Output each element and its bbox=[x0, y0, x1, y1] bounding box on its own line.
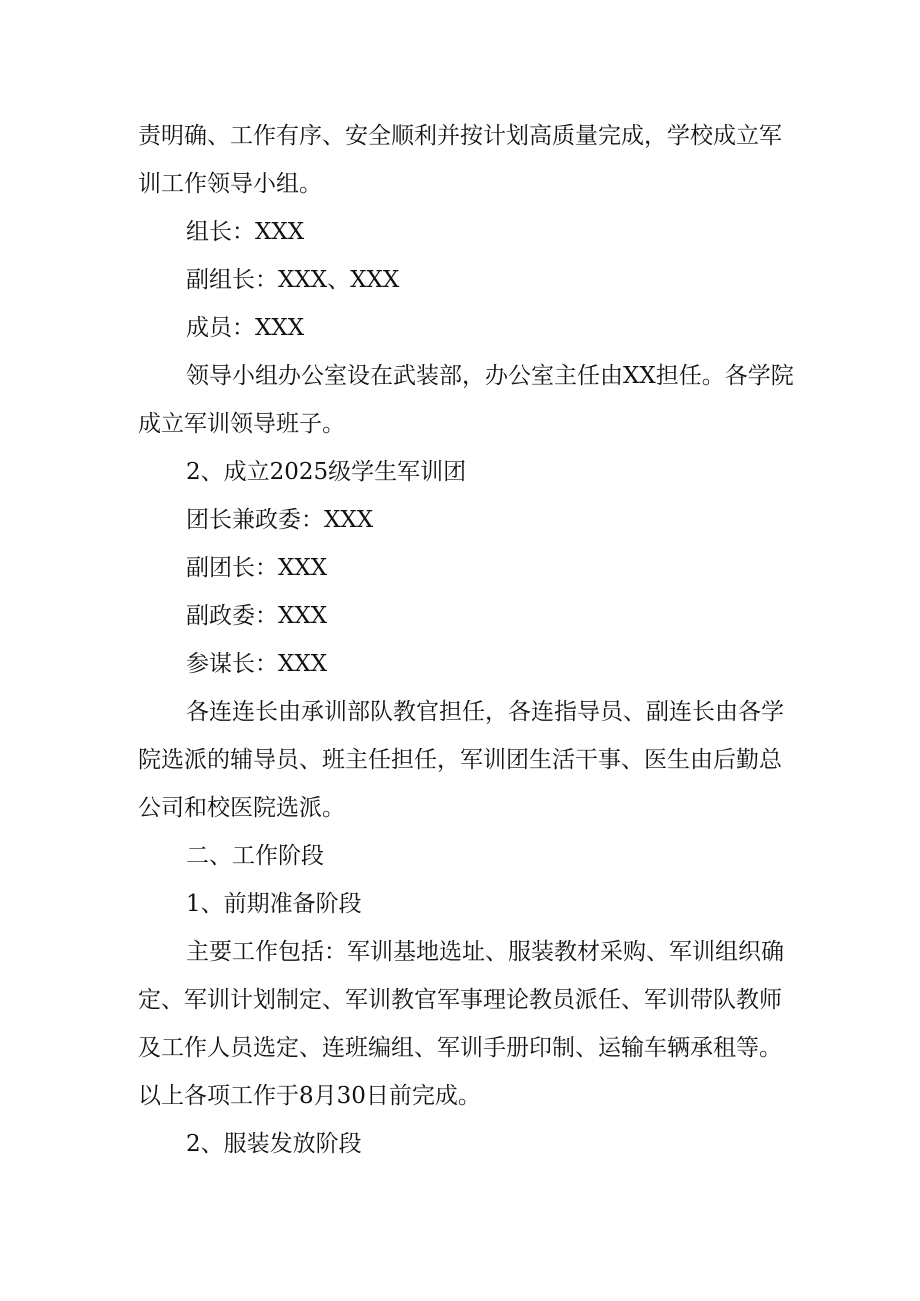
text-line: 院选派的辅导员、班主任担任，军训团生活干事、医生由后勤总 bbox=[138, 747, 782, 773]
paragraph bbox=[138, 544, 798, 592]
subsection-heading: 2、服装发放阶段 bbox=[186, 1131, 362, 1157]
text-line: 责明确、工作有序、安全顺利并按计划高质量完成，学校成立军 bbox=[138, 123, 782, 149]
paragraph bbox=[138, 496, 798, 544]
paragraph bbox=[138, 304, 798, 352]
text-line: 定、军训计划制定、军训教官军事理论教员派任、军训带队教师 bbox=[138, 987, 782, 1013]
text-line: 领导小组办公室设在武装部，办公室主任由XX担任。各学院 bbox=[186, 363, 794, 389]
paragraph bbox=[138, 880, 798, 928]
text-line: 公司和校医院选派。 bbox=[138, 795, 345, 821]
text-line: 训工作领导小组。 bbox=[138, 171, 322, 197]
text-line: 以上各项工作于8月30日前完成。 bbox=[138, 1083, 481, 1109]
paragraph bbox=[138, 592, 798, 640]
section-heading: 二、工作阶段 bbox=[186, 843, 324, 869]
subsection-heading: 1、前期准备阶段 bbox=[186, 891, 362, 917]
paragraph bbox=[138, 640, 798, 688]
text-line: 主要工作包括：军训基地选址、服装教材采购、军训组织确 bbox=[186, 939, 784, 965]
paragraph bbox=[138, 928, 798, 1120]
document-body bbox=[138, 112, 798, 1168]
paragraph bbox=[138, 688, 798, 832]
text-line: 组长：XXX bbox=[186, 219, 305, 245]
text-line: 2、成立2025级学生军训团 bbox=[186, 459, 467, 485]
text-line: 各连连长由承训部队教官担任，各连指导员、副连长由各学 bbox=[186, 699, 784, 725]
paragraph bbox=[138, 352, 798, 448]
paragraph bbox=[138, 256, 798, 304]
text-line: 副政委：XXX bbox=[186, 603, 328, 629]
text-line: 团长兼政委：XXX bbox=[186, 507, 374, 533]
text-line: 成立军训领导班子。 bbox=[138, 411, 345, 437]
paragraph bbox=[138, 1120, 798, 1168]
text-line: 副组长：XXX、XXX bbox=[186, 267, 400, 293]
paragraph bbox=[138, 208, 798, 256]
text-line: 及工作人员选定、连班编组、军训手册印制、运输车辆承租等。 bbox=[138, 1035, 782, 1061]
text-line: 参谋长：XXX bbox=[186, 651, 328, 677]
text-line: 成员：XXX bbox=[186, 315, 305, 341]
paragraph bbox=[138, 832, 798, 880]
paragraph bbox=[138, 448, 798, 496]
paragraph bbox=[138, 112, 798, 208]
text-line: 副团长：XXX bbox=[186, 555, 328, 581]
